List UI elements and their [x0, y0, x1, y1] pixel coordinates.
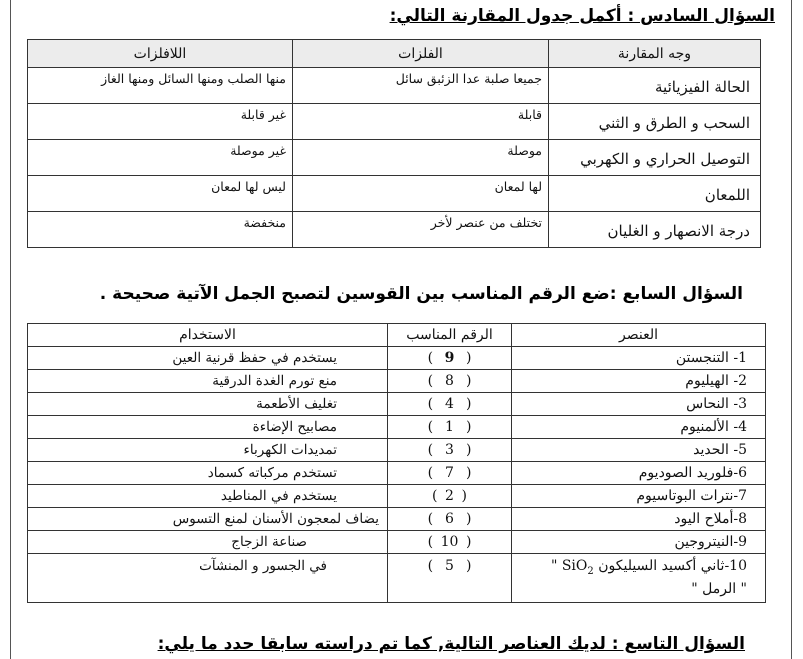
table-row — [28, 104, 761, 140]
element-cell: 3- النحاس — [512, 393, 766, 416]
aspect-cell: التوصيل الحراري و الكهربي — [549, 140, 761, 176]
answer-number: 10 — [440, 534, 459, 550]
use-cell: تمديدات الكهرباء — [28, 439, 388, 462]
nonmetals-cell: غير قابلة — [28, 104, 293, 140]
column-header: الرقم المناسب — [388, 324, 512, 347]
element-cell: 4- الألمنيوم — [512, 416, 766, 439]
element-cell: 6-فلوريد الصوديوم — [512, 462, 766, 485]
table-header-row — [28, 324, 766, 347]
metals-cell: قابلة — [293, 104, 549, 140]
element-cell: 1- التنجستن — [512, 347, 766, 370]
answer-cell: ( 3 ) — [388, 439, 512, 462]
nonmetals-cell: غير موصلة — [28, 140, 293, 176]
answer-number: 9 — [444, 350, 455, 366]
table-row — [28, 416, 766, 439]
answer-cell: ( 1 ) — [388, 416, 512, 439]
aspect-cell: الحالة الفيزيائية — [549, 68, 761, 104]
matching-table — [27, 323, 766, 603]
answer-number: 1 — [445, 419, 454, 435]
table-header-row — [28, 40, 761, 68]
table-row — [28, 212, 761, 248]
metals-cell: لها لمعان — [293, 176, 549, 212]
answer-number: 8 — [445, 373, 454, 389]
table-row — [28, 370, 766, 393]
section9-heading: السؤال التاسع : لديك العناصر التالية, كما تم دراسته سابقا حدد ما يلي: — [157, 634, 745, 654]
nonmetals-cell: منها الصلب ومنها السائل ومنها الغاز — [28, 68, 293, 104]
element-formula: " SiO$_2$ — [550, 557, 594, 577]
use-cell: تستخدم مركباته كسماد — [28, 462, 388, 485]
comparison-table — [27, 39, 761, 248]
table-row — [28, 462, 766, 485]
table-row — [28, 439, 766, 462]
section7-heading: السؤال السابع :ضع الرقم المناسب بين القوسين لتصبح الجمل الآتية صحيحة . — [99, 284, 743, 304]
column-header: الاستخدام — [28, 324, 388, 347]
answer-cell: ( 6 ) — [388, 508, 512, 531]
formula-text: SiO — [561, 557, 588, 574]
column-header: وجه المقارنة — [549, 40, 761, 68]
answer-cell: ( 10 ) — [388, 531, 512, 554]
table-row — [28, 531, 766, 554]
answer-number: 4 — [445, 396, 454, 412]
answer-cell: ( 9 ) — [388, 347, 512, 370]
use-cell: يضاف لمعجون الأسنان لمنع التسوس — [28, 508, 388, 531]
use-cell: يستخدم في حفظ قرنية العين — [28, 347, 388, 370]
element-note: " الرمل " — [691, 581, 747, 598]
nonmetals-cell: ليس لها لمعان — [28, 176, 293, 212]
metals-cell: تختلف من عنصر لأخر — [293, 212, 549, 248]
table-row — [28, 393, 766, 416]
answer-number: 6 — [445, 511, 454, 527]
aspect-cell: السحب و الطرق و الثني — [549, 104, 761, 140]
table-row — [28, 485, 766, 508]
element-cell: 8-أملاح اليود — [512, 508, 766, 531]
element-cell: 7-نترات البوتاسيوم — [512, 485, 766, 508]
use-cell: تغليف الأطعمة — [28, 393, 388, 416]
answer-cell: ( 5 ) — [388, 554, 512, 603]
use-cell: يستخدم في المناطيد — [28, 485, 388, 508]
table-row — [28, 554, 766, 603]
table-row — [28, 68, 761, 104]
column-header: الفلزات — [293, 40, 549, 68]
aspect-cell: درجة الانصهار و الغليان — [549, 212, 761, 248]
element-cell — [512, 554, 766, 603]
answer-number: 7 — [445, 465, 454, 481]
aspect-cell: اللمعان — [549, 176, 761, 212]
formula-subscript: 2 — [587, 565, 594, 577]
element-name: 10-ثاني أكسيد السيليكون — [598, 557, 747, 574]
table-row — [28, 347, 766, 370]
column-header: العنصر — [512, 324, 766, 347]
table-row — [28, 140, 761, 176]
answer-cell: ( 8 ) — [388, 370, 512, 393]
answer-number: 5 — [445, 558, 454, 574]
answer-cell: ( 2 ) — [388, 485, 512, 508]
element-cell: 9-النيتروجين — [512, 531, 766, 554]
column-header: اللافلزات — [28, 40, 293, 68]
section6-heading: السؤال السادس : أكمل جدول المقارنة التالي: — [389, 6, 775, 26]
use-cell: صناعة الزجاج — [28, 531, 388, 554]
use-cell: في الجسور و المنشآت — [28, 554, 388, 603]
answer-cell: ( 7 ) — [388, 462, 512, 485]
answer-number: 3 — [445, 442, 454, 458]
use-cell: مصابيح الإضاءة — [28, 416, 388, 439]
metals-cell: جميعا صلبة عدا الزئبق سائل — [293, 68, 549, 104]
element-cell: 2- الهيليوم — [512, 370, 766, 393]
nonmetals-cell: منخفضة — [28, 212, 293, 248]
table-row — [28, 508, 766, 531]
use-cell: منع تورم الغدة الدرقية — [28, 370, 388, 393]
element-cell: 5- الحديد — [512, 439, 766, 462]
answer-number: 2 — [445, 488, 454, 504]
answer-cell: ( 4 ) — [388, 393, 512, 416]
metals-cell: موصلة — [293, 140, 549, 176]
table-row — [28, 176, 761, 212]
